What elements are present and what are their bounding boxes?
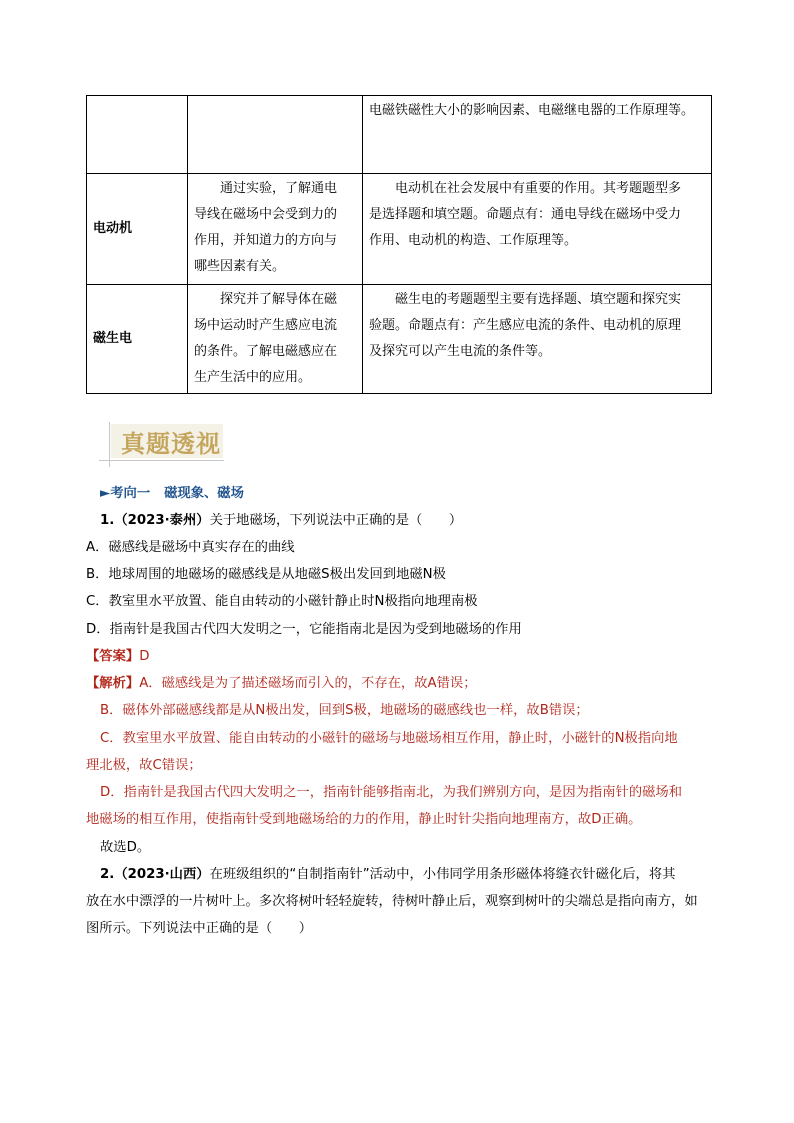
topic-cell: 电动机	[87, 174, 188, 285]
question-2-stem	[100, 865, 675, 885]
requirement-line: 导线在磁场中会受到力的	[194, 207, 338, 222]
requirement-cell	[188, 96, 363, 174]
option-a: A．磁感线是磁场中真实存在的曲线	[86, 540, 295, 555]
analysis-cell	[363, 174, 712, 285]
option-d: D．指南针是我国古代四大发明之一，它能指南北是因为受到地磁场的作用	[86, 622, 522, 637]
table-row	[87, 174, 712, 285]
exam-analysis-table	[86, 95, 712, 394]
question-source: （2023·泰州）	[114, 513, 210, 528]
topic-name: 磁现象、磁场	[164, 486, 244, 501]
analysis-line: D．指南针是我国古代四大发明之一，指南针能够指南北，为我们辨别方向，是因为指南针的磁场和	[100, 785, 683, 800]
analysis-line: 是选择题和填空题。命题点有：通电导线在磁场中受力	[369, 207, 682, 222]
requirement-line: 哪些因素有关。	[194, 259, 286, 274]
analysis-line	[86, 674, 477, 694]
question-source: （2023·山西）	[114, 867, 210, 882]
analysis-line: 作用、电动机的构造、工作原理等。	[369, 233, 578, 248]
question-2-line: 图所示。下列说法中正确的是（ ）	[86, 921, 313, 936]
topic-heading	[100, 484, 244, 504]
table-row	[87, 96, 712, 174]
requirement-line: 生产生活中的应用。	[194, 370, 312, 385]
analysis-line: C．教室里水平放置、能自由转动的小磁针的磁场与地磁场相互作用，静止时，小磁针的N极指向地	[100, 731, 678, 746]
topic-cell: 磁生电	[87, 285, 188, 394]
requirement-cell	[188, 285, 363, 394]
analysis-line: 电动机在社会发展中有重要的作用。其考题题型多	[395, 181, 682, 196]
requirement-line: 通过实验，了解通电	[220, 181, 338, 196]
analysis-line: 验题。命题点有：产生感应电流的条件、电动机的原理	[369, 318, 682, 333]
answer-label: 【答案】	[86, 649, 140, 664]
requirement-line: 场中运动时产生感应电流	[194, 318, 338, 333]
analysis-line: 及探究可以产生电流的条件等。	[369, 344, 552, 359]
requirement-line: 的条件。了解电磁感应在	[194, 344, 338, 359]
topic-prefix: ►考向一	[100, 486, 151, 501]
answer-line	[86, 647, 149, 667]
section-title: 真题透视	[121, 429, 221, 458]
question-number: 2.	[100, 867, 115, 882]
question-1-stem	[100, 511, 462, 531]
analysis-cell	[363, 96, 712, 174]
section-header-underline	[99, 460, 224, 461]
topic-cell	[87, 96, 188, 174]
analysis-line: B．磁体外部磁感线都是从N极出发，回到S极，地磁场的磁感线也一样，故B错误；	[100, 703, 589, 718]
analysis-label: 【解析】	[86, 676, 140, 691]
question-text: 关于地磁场，下列说法中正确的是（ ）	[209, 513, 463, 528]
question-2-line: 放在水中漂浮的一片树叶上。多次将树叶轻轻旋转，待树叶静止后，观察到树叶的尖端总是指向南方，如	[86, 894, 698, 909]
requirement-cell	[188, 174, 363, 285]
option-b: B．地球周围的地磁场的磁感线是从地磁S极出发回到地磁N极	[86, 567, 446, 582]
analysis-line: 理北极，故C错误；	[86, 758, 202, 773]
analysis-line: 地磁场的相互作用，使指南针受到地磁场给的力的作用，静止时针尖指向地理南方，故D正确。	[86, 812, 642, 827]
question-text: 在班级组织的“自制指南针”活动中，小伟同学用条形磁体将缝衣针磁化后，将其	[209, 867, 676, 882]
table-row	[87, 285, 712, 394]
option-c: C．教室里水平放置、能自由转动的小磁针静止时N极指向地理南极	[86, 594, 478, 609]
requirement-line: 探究并了解导体在磁	[220, 292, 338, 307]
requirement-line: 作用，并知道力的方向与	[194, 233, 338, 248]
analysis-line: 电磁铁磁性大小的影响因素、电磁继电器的工作原理等。	[369, 103, 695, 118]
conclusion-line: 故选D。	[100, 840, 151, 855]
analysis-cell	[363, 285, 712, 394]
question-number: 1.	[100, 513, 115, 528]
answer-value: D	[139, 649, 150, 664]
analysis-line: 磁生电的考题题型主要有选择题、填空题和探究实	[395, 292, 682, 307]
section-header	[99, 422, 229, 467]
analysis-text: A．磁感线是为了描述磁场而引入的，不存在，故A错误；	[139, 676, 477, 691]
